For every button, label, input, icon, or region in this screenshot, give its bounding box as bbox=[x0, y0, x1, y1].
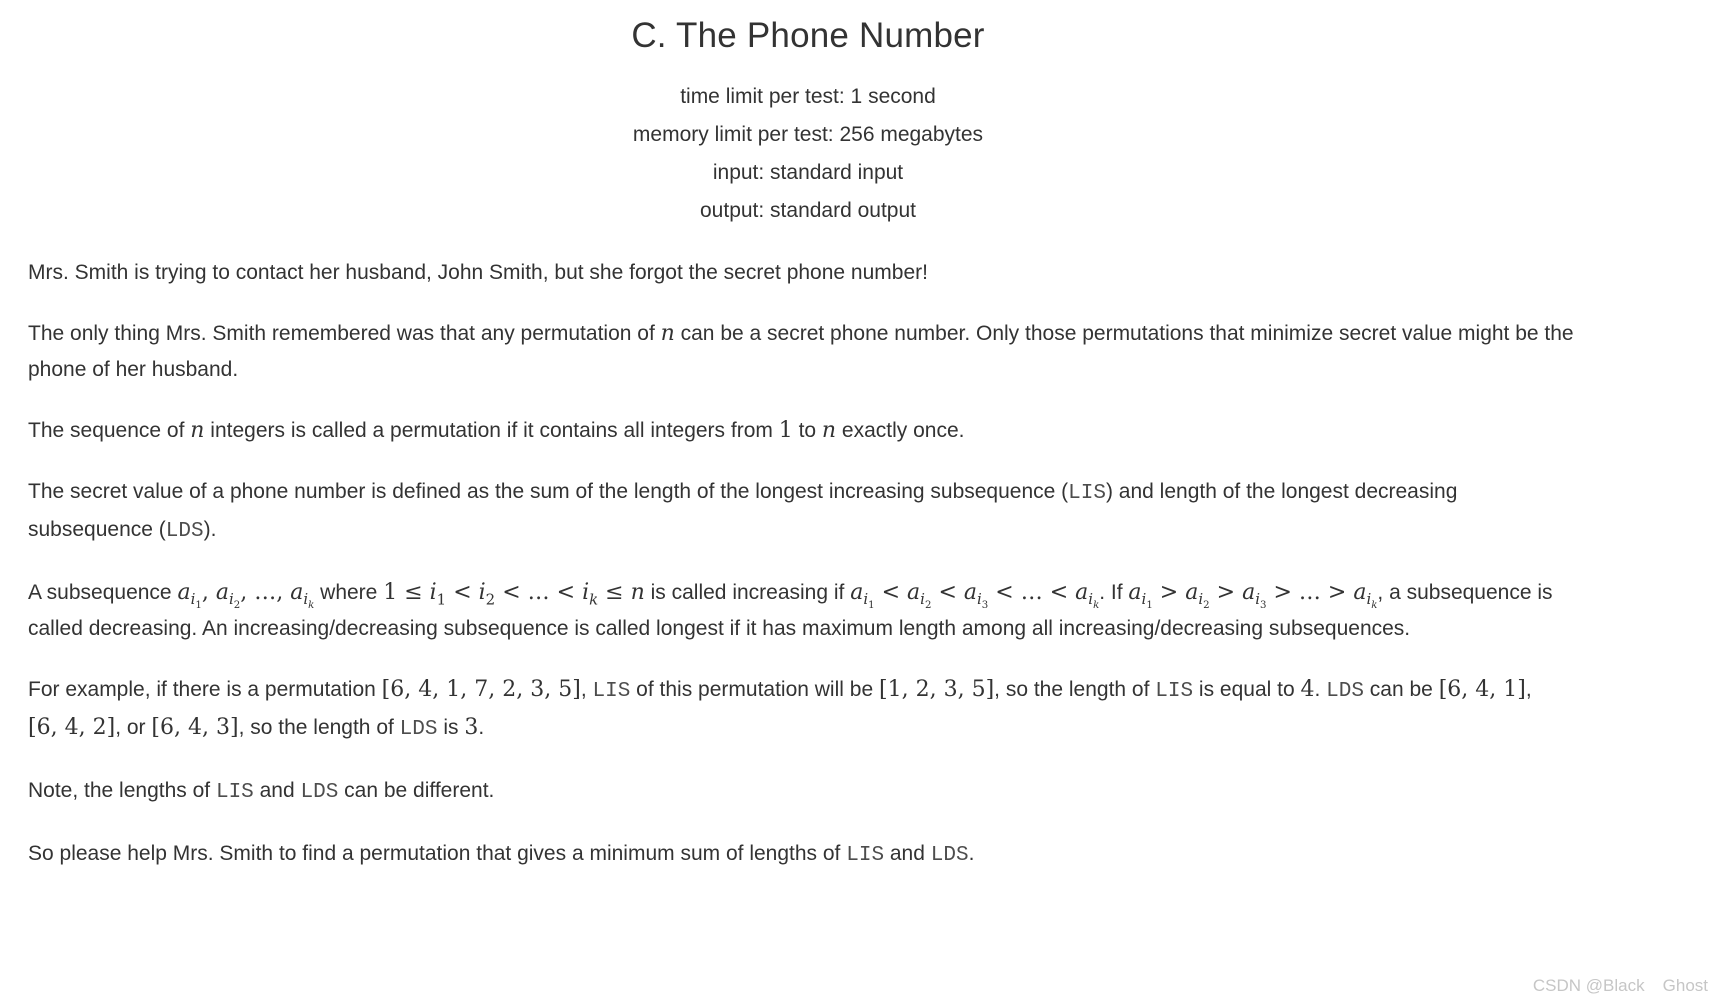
math-expression: 4 bbox=[1300, 677, 1315, 702]
math-expression: 1 bbox=[778, 418, 793, 443]
code-inline: LDS bbox=[165, 520, 204, 543]
watermark-suffix: Ghost bbox=[1662, 976, 1708, 995]
math-expression: [6, 4, 1] bbox=[1438, 677, 1526, 702]
input-spec: input: standard input bbox=[712, 161, 904, 184]
paragraph: A subsequence $a_{i_1}$, $a_{i_2}$, …, $a_{i_k}$ where $1 \le i_1 < i_2$ < … < $i_k \le n$ is called increasing if $a_{i_1} < a_{i_2} < a_{i_3}$ < … < $a_{i_k}$. If $a_{i_1} > a_{i_2} > a_{i_3}$ > … > $a_{i_k}$, a subsequence is called decreasing. An increasing/decreasing subsequence is called longest if it has maximum length among all increasing/decreasing subsequences. bbox=[28, 580, 1553, 640]
paragraph: For example, if there is a permutation [6, 4, 1, 7, 2, 3, 5], LIS of this permutation will be [1, 2, 3, 5], so the length of LIS is equal to 4. LDS can be [6, 4, 1], [6, 4, 2], or [6, 4, 3], so the length of LDS is 3. bbox=[28, 677, 1532, 741]
paragraph: The only thing Mrs. Smith remembered was that any permutation of n can be a secret phone number. Only those permutations that minimize secret value might be the phone of her husband. bbox=[28, 321, 1574, 381]
math-expression: n bbox=[190, 418, 205, 443]
paragraph: Note, the lengths of LIS and LDS can be different. bbox=[28, 779, 495, 804]
code-inline: LDS bbox=[399, 718, 438, 741]
paragraph: So please help Mrs. Smith to find a permutation that gives a minimum sum of lengths of LIS and LDS. bbox=[28, 842, 975, 867]
paragraph: Mrs. Smith is trying to contact her husband, John Smith, but she forgot the secret phone number! bbox=[28, 261, 928, 284]
code-inline: LIS bbox=[846, 844, 885, 867]
paragraph: The secret value of a phone number is defined as the sum of the length of the longest increasing subsequence (LIS) and length of the longest decreasing subsequence (LDS). bbox=[28, 480, 1458, 543]
code-inline: LDS bbox=[1326, 680, 1364, 703]
code-inline: LIS bbox=[1155, 680, 1194, 703]
code-inline: LDS bbox=[930, 844, 969, 867]
math-expression: $a_{i_1} < a_{i_2} < a_{i_3}$ < … < $a_{i_k}$ bbox=[850, 580, 1100, 612]
math-expression: $1 \le i_1 < i_2$ < … < $i_k \le n$ bbox=[383, 580, 645, 609]
output-spec: output: standard output bbox=[700, 199, 916, 222]
math-expression: [6, 4, 3] bbox=[151, 715, 239, 740]
problem-title: C. The Phone Number bbox=[631, 16, 985, 55]
code-inline: LIS bbox=[215, 781, 254, 804]
time-limit: time limit per test: 1 second bbox=[680, 85, 936, 108]
problem-statement bbox=[28, 0, 1588, 874]
math-expression: $a_{i_1} > a_{i_2} > a_{i_3}$ > … > $a_{i_k}$ bbox=[1128, 580, 1378, 612]
code-inline: LIS bbox=[1068, 482, 1106, 505]
math-expression: n bbox=[821, 418, 837, 443]
code-inline: LDS bbox=[300, 781, 339, 804]
math-expression: 3 bbox=[464, 715, 479, 740]
math-expression: n bbox=[660, 321, 675, 346]
problem-limits bbox=[28, 78, 1588, 230]
math-expression: [6, 4, 1, 7, 2, 3, 5] bbox=[381, 677, 581, 702]
watermark-author: CSDN @Black bbox=[1532, 976, 1645, 995]
csdn-watermark bbox=[1533, 976, 1708, 996]
code-inline: LIS bbox=[592, 680, 631, 703]
memory-limit: memory limit per test: 256 megabytes bbox=[632, 123, 984, 146]
math-expression: $a_{i_1}$, $a_{i_2}$, …, $a_{i_k}$ bbox=[177, 580, 315, 612]
math-expression: [6, 4, 2] bbox=[28, 715, 116, 740]
paragraph: The sequence of n integers is called a permutation if it contains all integers from 1 to n exactly once. bbox=[28, 418, 965, 443]
statement-body bbox=[28, 255, 1588, 874]
math-expression: [1, 2, 3, 5] bbox=[878, 677, 995, 702]
